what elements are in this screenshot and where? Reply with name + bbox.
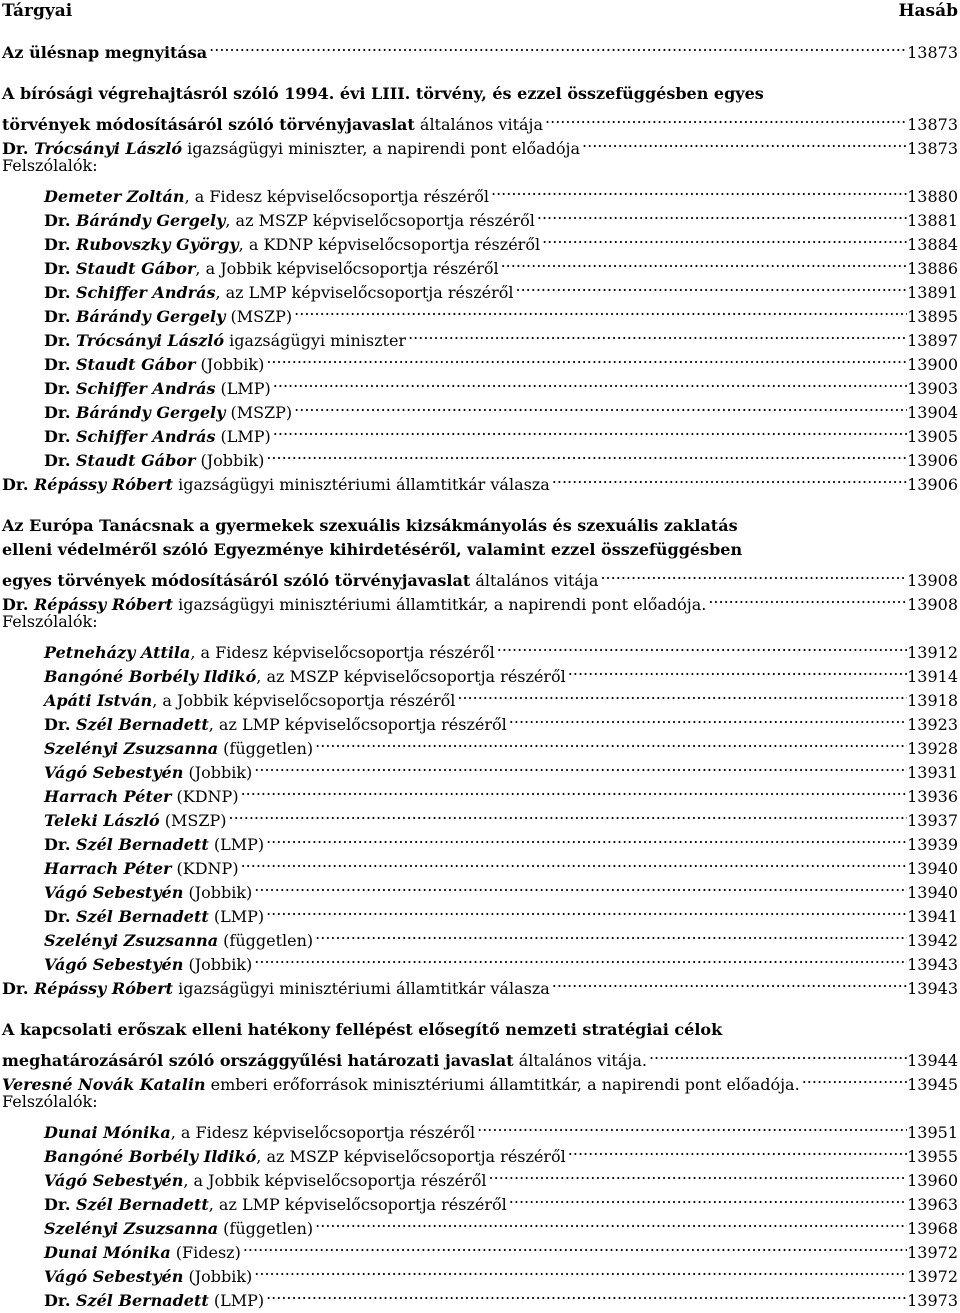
dot-leader — [252, 754, 907, 778]
plain-text: (MSZP) — [225, 403, 293, 422]
speaker-name: Dunai Mónika — [44, 1123, 171, 1142]
toc-entry-text — [2, 514, 738, 538]
dot-leader — [550, 466, 907, 490]
toc-entry-text — [44, 689, 455, 713]
plain-text: (Jobbik) — [183, 955, 253, 974]
column-number: 13880 — [907, 187, 958, 206]
column-number: 13906 — [907, 451, 958, 470]
speaker-name: Vágó Sebestyén — [44, 1267, 184, 1286]
dot-leader — [489, 178, 907, 202]
dot-leader — [241, 1234, 907, 1258]
plain-text: (Fidesz) — [170, 1243, 241, 1262]
dot-leader — [535, 202, 907, 226]
toc-entry-text — [2, 569, 598, 593]
speaker-name: Harrach Péter — [44, 859, 172, 878]
toc-entry-text — [2, 1049, 647, 1073]
plain-text: (Jobbik) — [183, 883, 253, 902]
bold-text: Dr. — [44, 307, 76, 326]
toc-entry-text — [44, 761, 252, 785]
bold-text: Dr. — [2, 475, 34, 494]
toc-entry-text — [44, 809, 227, 833]
plain-text: (LMP) — [208, 907, 265, 926]
toc-entry — [2, 634, 958, 662]
toc-header-subjects: Tárgyai — [2, 1, 73, 21]
toc-entry-text — [2, 41, 207, 65]
plain-text: , az LMP képviselőcsoportja részéről — [208, 1195, 507, 1214]
bold-text: elleni védelméről szóló Egyezménye kihirdetéséről, valamint ezzel összefüggésben — [2, 540, 743, 559]
plain-text: (független) — [218, 739, 314, 758]
column-number: 13951 — [907, 1123, 958, 1142]
toc-entry-text — [2, 1090, 98, 1114]
plain-text: igazságügyi minisztériumi államtitkár, a napirendi pont előadója. — [173, 595, 707, 614]
speaker-name: Szelényi Zsuzsanna — [44, 1219, 219, 1238]
bold-text: Dr. — [44, 1291, 76, 1310]
toc-entry — [2, 1042, 958, 1070]
dot-leader — [252, 1258, 907, 1282]
bold-text: Az ülésnap megnyitása — [2, 43, 208, 62]
toc-entry-text — [44, 905, 264, 929]
toc-entry-text — [2, 593, 706, 617]
bold-text: Dr. — [44, 211, 76, 230]
dot-leader — [406, 322, 907, 346]
toc-header-column: Hasáb — [898, 1, 958, 21]
dot-leader — [800, 1066, 907, 1090]
speaker-name: Bárándy Gergely — [75, 211, 226, 230]
toc-entry-text — [44, 1265, 252, 1289]
toc-entry-text — [44, 185, 489, 209]
dot-leader — [550, 970, 907, 994]
spacer — [2, 24, 958, 34]
column-number: 13937 — [907, 811, 958, 830]
plain-text: Felszólalók: — [2, 1092, 98, 1111]
dot-leader — [495, 634, 907, 658]
plain-text: Felszólalók: — [2, 612, 98, 631]
column-number: 13905 — [907, 427, 958, 446]
toc-entry-text — [2, 977, 550, 1001]
dot-leader — [264, 346, 907, 370]
column-number: 13973 — [907, 1291, 958, 1310]
plain-text: , a Fidesz képviselőcsoportja részéről — [190, 643, 495, 662]
plain-text: igazságügyi minisztériumi államtitkár válasza — [173, 979, 550, 998]
column-number: 13960 — [907, 1171, 958, 1190]
dot-leader — [499, 250, 908, 274]
toc-entry-text — [2, 1018, 722, 1042]
plain-text: , az MSZP képviselőcsoportja részéről — [225, 211, 535, 230]
speaker-name: Teleki László — [44, 811, 160, 830]
toc-entry-text — [44, 209, 535, 233]
speaker-name: Szél Bernadett — [75, 907, 209, 926]
dot-leader — [566, 658, 907, 682]
toc-entry-text — [44, 377, 271, 401]
dot-leader — [706, 586, 907, 610]
dot-leader — [475, 1114, 907, 1138]
dot-leader — [271, 370, 907, 394]
plain-text: , az LMP képviselőcsoportja részéről — [208, 715, 507, 734]
speaker-name: Vágó Sebestyén — [44, 1171, 184, 1190]
column-number: 13906 — [907, 475, 958, 494]
toc-header — [2, 0, 958, 24]
column-number: 13873 — [907, 43, 958, 62]
toc-entry-text — [44, 257, 499, 281]
plain-text: (KDNP) — [171, 859, 239, 878]
bold-text: Dr. — [44, 907, 76, 926]
column-number: 13928 — [907, 739, 958, 758]
column-number: 13942 — [907, 931, 958, 950]
plain-text: (MSZP) — [159, 811, 227, 830]
toc-text-line — [2, 538, 958, 562]
toc-text-line — [2, 1018, 958, 1042]
dot-leader — [271, 418, 907, 442]
plain-text: emberi erőforrások minisztériumi államtitkár, a napirendi pont előadója. — [205, 1075, 800, 1094]
speaker-name: Szél Bernadett — [75, 1195, 209, 1214]
toc-entry-text — [2, 538, 742, 562]
plain-text: általános vitája — [470, 571, 599, 590]
bold-text: Dr. — [44, 331, 76, 350]
speaker-name: Trócsányi László — [75, 331, 224, 350]
bold-text: A bírósági végrehajtásról szóló 1994. évi LIII. törvény, és ezzel összefüggésben egyes — [2, 84, 764, 103]
column-number: 13940 — [907, 883, 958, 902]
column-number: 13908 — [907, 571, 958, 590]
speaker-name: Vágó Sebestyén — [44, 763, 184, 782]
toc-list — [2, 34, 958, 1310]
plain-text: igazságügyi minisztériumi államtitkár válasza — [173, 475, 550, 494]
toc-entry-text — [2, 1073, 800, 1097]
dot-leader — [543, 106, 907, 130]
toc-text-line — [2, 514, 958, 538]
column-number: 13943 — [907, 955, 958, 974]
bold-text: egyes törvények módosításáról szóló törvényjavaslat — [2, 571, 471, 590]
plain-text: , a Jobbik képviselőcsoportja részéről — [183, 1171, 487, 1190]
toc-entry — [2, 34, 958, 62]
column-number: 13955 — [907, 1147, 958, 1166]
speaker-name: Staudt Gábor — [75, 451, 196, 470]
speaker-name: Répássy Róbert — [33, 979, 174, 998]
speaker-name: Répássy Róbert — [33, 595, 174, 614]
plain-text: (LMP) — [215, 379, 271, 398]
column-number: 13884 — [907, 235, 958, 254]
plain-text: (Jobbik) — [195, 451, 265, 470]
speaker-name: Demeter Zoltán — [44, 187, 185, 206]
bold-text: Dr. — [44, 259, 76, 278]
dot-leader — [487, 1162, 908, 1186]
speaker-name: Szél Bernadett — [75, 1291, 209, 1310]
column-number: 13886 — [907, 259, 958, 278]
column-number: 13923 — [907, 715, 958, 734]
dot-leader — [313, 922, 907, 946]
toc-entry-text — [44, 233, 540, 257]
column-number: 13900 — [907, 355, 958, 374]
plain-text: általános vitája. — [513, 1051, 647, 1070]
plain-text: (Jobbik) — [195, 355, 265, 374]
plain-text: , a Jobbik képviselőcsoportja részéről — [195, 259, 499, 278]
speaker-name: Vágó Sebestyén — [44, 955, 184, 974]
speaker-name: Dunai Mónika — [44, 1243, 171, 1262]
plain-text: (LMP) — [208, 1291, 265, 1310]
dot-leader — [313, 730, 907, 754]
plain-text: általános vitája — [414, 115, 544, 134]
bold-text: Dr. — [44, 1195, 76, 1214]
column-number: 13908 — [907, 595, 958, 614]
column-number: 13940 — [907, 859, 958, 878]
bold-text: Dr. — [44, 283, 76, 302]
dot-leader — [252, 946, 907, 970]
plain-text: igazságügyi miniszter, a napirendi pont előadója — [181, 139, 581, 158]
bold-text: Dr. — [2, 979, 34, 998]
speaker-name: Bangóné Borbély Ildikó — [44, 667, 257, 686]
column-number: 13931 — [907, 763, 958, 782]
toc-entry — [2, 1114, 958, 1142]
column-number: 13943 — [907, 979, 958, 998]
bold-text: Dr. — [2, 595, 34, 614]
speaker-name: Szél Bernadett — [75, 835, 209, 854]
toc-entry-text — [44, 425, 271, 449]
column-number: 13972 — [907, 1243, 958, 1262]
bold-text: Dr. — [2, 139, 34, 158]
column-number: 13945 — [907, 1075, 958, 1094]
bold-text: Dr. — [44, 403, 76, 422]
dot-leader — [252, 874, 907, 898]
speaker-name: Rubovszky György — [75, 235, 239, 254]
plain-text: (független) — [218, 931, 314, 950]
plain-text: (MSZP) — [225, 307, 293, 326]
toc-entry-text — [44, 1241, 241, 1265]
dot-leader — [239, 778, 908, 802]
speaker-name: Schiffer András — [75, 283, 216, 302]
column-number: 13873 — [907, 139, 958, 158]
dot-leader — [264, 442, 907, 466]
speaker-name: Apáti István — [44, 691, 153, 710]
column-number: 13873 — [907, 115, 958, 134]
toc-entry-text — [2, 154, 98, 178]
toc-entry — [2, 178, 958, 206]
bold-text: Dr. — [44, 835, 76, 854]
toc-entry — [2, 562, 958, 590]
toc-text-line — [2, 82, 958, 106]
dot-leader — [239, 850, 908, 874]
bold-text: Dr. — [44, 235, 76, 254]
toc-entry-text — [44, 953, 252, 977]
dot-leader — [455, 682, 907, 706]
speaker-name: Szelényi Zsuzsanna — [44, 931, 219, 950]
bold-text: Az Európa Tanácsnak a gyermekek szexuális kizsákmányolás és szexuális zaklatás — [2, 516, 738, 535]
speaker-name: Trócsányi László — [33, 139, 182, 158]
dot-leader — [507, 706, 907, 730]
toc-entry-text — [2, 113, 543, 137]
column-number: 13914 — [907, 667, 958, 686]
speaker-name: Szelényi Zsuzsanna — [44, 739, 219, 758]
speaker-name: Veresné Novák Katalin — [2, 1075, 206, 1094]
plain-text: (LMP) — [215, 427, 271, 446]
column-number: 13918 — [907, 691, 958, 710]
toc-entry-text — [44, 785, 239, 809]
toc-entry-text — [44, 1121, 475, 1145]
column-number: 13941 — [907, 907, 958, 926]
dot-leader — [647, 1042, 907, 1066]
speaker-name: Vágó Sebestyén — [44, 883, 184, 902]
bold-text: Dr. — [44, 715, 76, 734]
dot-leader — [598, 562, 907, 586]
column-number: 13968 — [907, 1219, 958, 1238]
toc-entry-text — [44, 305, 292, 329]
bold-text: A kapcsolati erőszak elleni hatékony fellépést elősegítő nemzeti stratégiai célok — [2, 1020, 723, 1039]
column-number: 13939 — [907, 835, 958, 854]
plain-text: , az MSZP képviselőcsoportja részéről — [256, 667, 566, 686]
column-number: 13904 — [907, 403, 958, 422]
speaker-name: Szél Bernadett — [75, 715, 209, 734]
column-number: 13895 — [907, 307, 958, 326]
bold-text: törvények módosításáról szóló törvényjavaslat — [2, 115, 415, 134]
bold-text: Dr. — [44, 355, 76, 374]
dot-leader — [580, 130, 907, 154]
bold-text: Dr. — [44, 379, 76, 398]
plain-text: , a KDNP képviselőcsoportja részéről — [238, 235, 541, 254]
column-number: 13972 — [907, 1267, 958, 1286]
toc-entry-text — [44, 353, 264, 377]
dot-leader — [227, 802, 908, 826]
column-number: 13936 — [907, 787, 958, 806]
column-number: 13912 — [907, 643, 958, 662]
toc-entry-text — [44, 641, 495, 665]
bold-text: meghatározásáról szóló országgyűlési határozati javaslat — [2, 1051, 514, 1070]
toc-entry-text — [44, 449, 264, 473]
plain-text: (Jobbik) — [183, 1267, 253, 1286]
toc-entry-text — [2, 82, 764, 106]
bold-text: Dr. — [44, 451, 76, 470]
toc-entry-text — [44, 1169, 487, 1193]
dot-leader — [514, 274, 908, 298]
column-number: 13903 — [907, 379, 958, 398]
dot-leader — [313, 1210, 907, 1234]
dot-leader — [264, 1282, 907, 1306]
dot-leader — [507, 1186, 907, 1210]
plain-text: Felszólalók: — [2, 156, 98, 175]
speaker-name: Staudt Gábor — [75, 355, 196, 374]
dot-leader — [207, 34, 907, 58]
dot-leader — [292, 394, 907, 418]
speaker-name: Schiffer András — [75, 427, 216, 446]
toc-entry-text — [44, 857, 239, 881]
column-number: 13881 — [907, 211, 958, 230]
dot-leader — [566, 1138, 907, 1162]
dot-leader — [292, 298, 907, 322]
plain-text: , a Jobbik képviselőcsoportja részéről — [152, 691, 456, 710]
column-number: 13963 — [907, 1195, 958, 1214]
toc-entry-text — [44, 1289, 264, 1313]
plain-text: , az LMP képviselőcsoportja részéről — [215, 283, 514, 302]
toc-entry-text — [44, 881, 252, 905]
dot-leader — [540, 226, 907, 250]
plain-text: (LMP) — [208, 835, 265, 854]
plain-text: , a Fidesz képviselőcsoportja részéről — [170, 1123, 476, 1142]
toc-entry-text — [44, 833, 264, 857]
bold-text: Dr. — [44, 427, 76, 446]
column-number: 13944 — [907, 1051, 958, 1070]
speaker-name: Petneházy Attila — [44, 643, 191, 662]
plain-text: (független) — [218, 1219, 314, 1238]
plain-text: , az MSZP képviselőcsoportja részéről — [256, 1147, 566, 1166]
plain-text: (Jobbik) — [183, 763, 253, 782]
speaker-name: Répássy Róbert — [33, 475, 174, 494]
column-number: 13891 — [907, 283, 958, 302]
dot-leader — [264, 898, 907, 922]
speaker-name: Schiffer András — [75, 379, 216, 398]
dot-leader — [264, 826, 907, 850]
speaker-name: Harrach Péter — [44, 787, 172, 806]
speaker-name: Bangóné Borbély Ildikó — [44, 1147, 257, 1166]
toc-entry — [2, 106, 958, 134]
speaker-name: Bárándy Gergely — [75, 307, 226, 326]
toc-entry-text — [2, 473, 550, 497]
plain-text: igazságügyi miniszter — [223, 331, 407, 350]
speaker-name: Bárándy Gergely — [75, 403, 226, 422]
speaker-name: Staudt Gábor — [75, 259, 196, 278]
toc-entry-text — [44, 401, 292, 425]
toc-entry-text — [2, 610, 98, 634]
plain-text: (KDNP) — [171, 787, 239, 806]
column-number: 13897 — [907, 331, 958, 350]
plain-text: , a Fidesz képviselőcsoportja részéről — [184, 187, 489, 206]
